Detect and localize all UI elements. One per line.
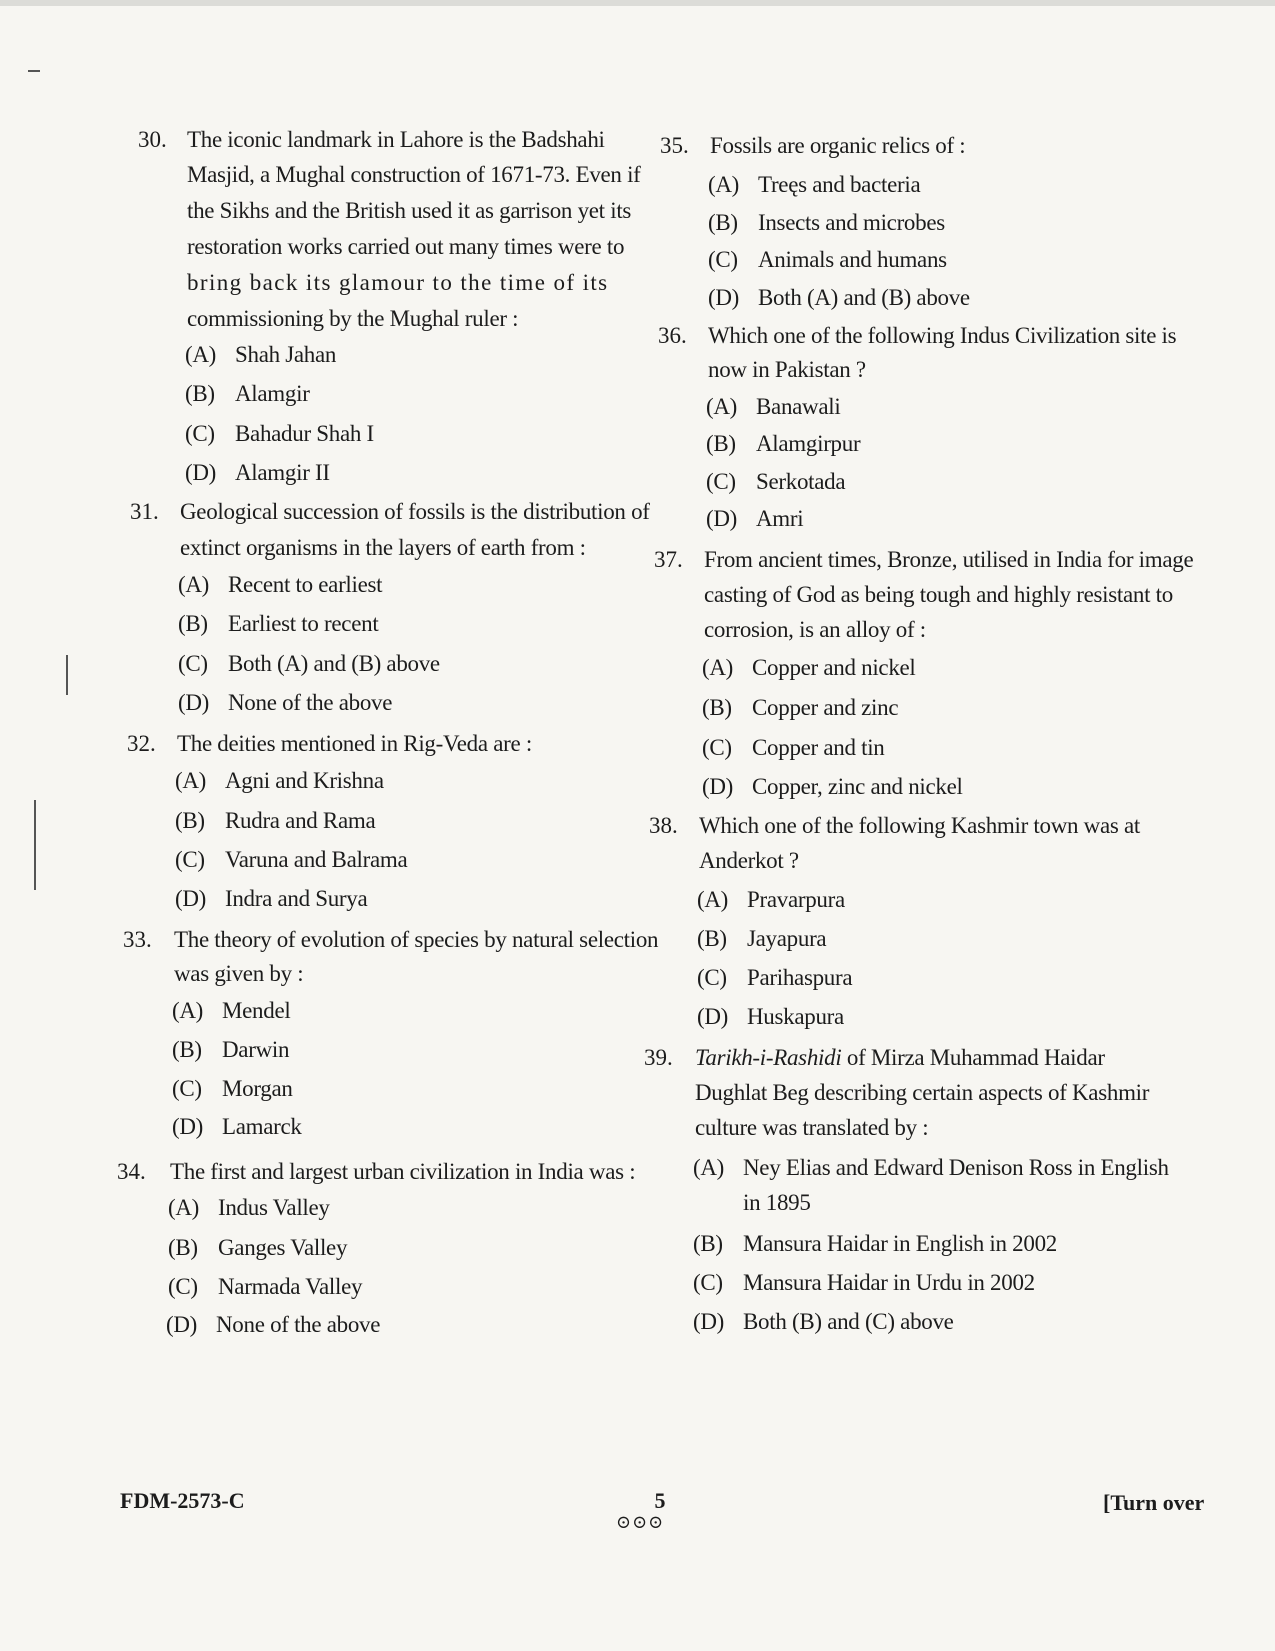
option-a [702, 653, 916, 683]
option-c [168, 1272, 362, 1302]
option-d [175, 884, 367, 914]
option-label: (A) [178, 572, 210, 597]
option-text: Copper and zinc [752, 695, 899, 720]
option-label: (A) [702, 655, 734, 680]
option-label: (A) [693, 1155, 725, 1180]
option-label: (B) [697, 926, 727, 951]
option-label: (B) [693, 1231, 723, 1256]
option-text: Alamgir II [235, 460, 330, 485]
option-text: Recent to earliest [228, 572, 383, 597]
option-text: Lamarck [222, 1114, 302, 1139]
question-text: The iconic landmark in Lahore is the Badshahi [187, 127, 605, 152]
option-text: Serkotada [756, 469, 846, 494]
option-label: (B) [708, 210, 738, 235]
option-text: Animals and humans [758, 247, 947, 272]
question-number: 36. [658, 323, 687, 348]
option-text: Varuna and Balrama [225, 847, 408, 872]
option-label: (C) [178, 651, 208, 676]
option-text: Jayapura [747, 926, 827, 951]
option-label: (C) [708, 247, 738, 272]
option-a [175, 766, 384, 796]
question-text: Anderkot ? [699, 848, 799, 873]
question-text: culture was translated by : [695, 1115, 929, 1140]
option-text: Alamgirpur [756, 431, 861, 456]
option-text: Huskapura [747, 1004, 844, 1029]
option-text: None of the above [228, 690, 393, 715]
option-a [697, 885, 845, 915]
option-label: (B) [175, 808, 205, 833]
question-text: Fossils are organic relics of : [710, 133, 966, 158]
option-text: None of the above [216, 1312, 381, 1337]
option-label: (A) [697, 887, 729, 912]
question-text: bring back its glamour to the time of its [187, 270, 609, 295]
question-number: 35. [660, 133, 689, 158]
option-c [706, 467, 845, 497]
option-label: (C) [172, 1076, 202, 1101]
option-d [706, 504, 803, 534]
option-text: Rudra and Rama [225, 808, 376, 833]
option-c [702, 733, 885, 763]
option-label: (A) [172, 998, 204, 1023]
option-text: Amri [756, 506, 804, 531]
option-b [708, 208, 945, 238]
option-text: Copper, zinc and nickel [752, 774, 963, 799]
option-text: Alamgir [235, 381, 310, 406]
option-label: (A) [706, 394, 738, 419]
option-label: (D) [178, 690, 210, 715]
question-text: the Sikhs and the British used it as garrison yet its [187, 198, 632, 223]
option-text: Copper and nickel [752, 655, 916, 680]
option-text: Insects and microbes [758, 210, 945, 235]
option-label: (B) [706, 431, 736, 456]
option-a [178, 570, 382, 600]
option-label: (D) [706, 506, 738, 531]
option-b [175, 806, 375, 836]
option-a [168, 1193, 330, 1223]
option-label: (A) [185, 342, 217, 367]
question-number: 37. [654, 547, 683, 572]
option-text: Morgan [222, 1076, 293, 1101]
question-text: commissioning by the Mughal ruler : [187, 306, 519, 331]
option-label: (B) [185, 381, 215, 406]
question-number: 33. [123, 927, 152, 952]
option-text: Ganges Valley [218, 1235, 348, 1260]
question-number: 34. [117, 1159, 146, 1184]
question-text: The first and largest urban civilization in India was : [170, 1159, 636, 1184]
option-label: (B) [178, 611, 208, 636]
option-text: Banawali [756, 394, 841, 419]
option-label: (A) [168, 1195, 200, 1220]
question-text: From ancient times, Bronze, utilised in India for image [704, 547, 1194, 572]
option-c [172, 1074, 293, 1104]
option-label: (C) [185, 421, 215, 446]
option-text: Ney Elias and Edward Denison Ross in English [743, 1155, 1169, 1180]
option-label: (D) [166, 1312, 198, 1337]
option-c [708, 245, 947, 275]
option-b [185, 379, 310, 409]
question-text: now in Pakistan ? [708, 357, 866, 382]
option-text: Bahadur Shah I [235, 421, 374, 446]
option-text: Treęs and bacteria [758, 172, 921, 197]
option-text: Both (A) and (B) above [228, 651, 440, 676]
option-text: Both (A) and (B) above [758, 285, 970, 310]
option-text: Shah Jahan [235, 342, 337, 367]
question-text [695, 1043, 1105, 1073]
option-text: Mansura Haidar in Urdu in 2002 [743, 1270, 1035, 1295]
option-text: Mendel [222, 998, 291, 1023]
question-text: corrosion, is an alloy of : [704, 617, 926, 642]
question-number: 31. [130, 499, 159, 524]
option-label: (C) [702, 735, 732, 760]
margin-mark [66, 655, 68, 695]
option-text: Pravarpura [747, 887, 845, 912]
option-label: (C) [706, 469, 736, 494]
option-label: (D) [693, 1309, 725, 1334]
question-text: The deities mentioned in Rig-Veda are : [177, 731, 532, 756]
question-text: casting of God as being tough and highly resistant to [704, 582, 1173, 607]
option-a [172, 996, 290, 1026]
option-text: Darwin [222, 1037, 290, 1062]
option-label: (D) [185, 460, 217, 485]
margin-mark [28, 70, 40, 72]
option-label: (D) [175, 886, 207, 911]
paper-code: FDM-2573-C [120, 1488, 245, 1513]
option-b [168, 1233, 347, 1263]
question-number: 39. [644, 1045, 673, 1070]
option-b [706, 429, 860, 459]
option-b [693, 1229, 1057, 1259]
option-d [166, 1310, 380, 1340]
question-text-part: of Mirza Muhammad Haidar [846, 1045, 1105, 1070]
question-number: 32. [127, 731, 156, 756]
ornament-icon: ⊙⊙⊙ [616, 1512, 665, 1532]
question-number: 30. [138, 127, 167, 152]
option-label: (C) [175, 847, 205, 872]
question-text: The theory of evolution of species by natural selection [174, 927, 659, 952]
question-text: Which one of the following Kashmir town was at [699, 813, 1140, 838]
option-c [178, 649, 440, 679]
question-text: Geological succession of fossils is the distribution of [180, 499, 650, 524]
option-a [185, 340, 336, 370]
book-title: Tarikh-i-Rashidi [695, 1045, 842, 1070]
option-label: (D) [702, 774, 734, 799]
option-d [178, 688, 392, 718]
option-b [702, 693, 898, 723]
question-text: was given by : [174, 961, 304, 986]
option-label: (A) [175, 768, 207, 793]
option-d [697, 1002, 844, 1032]
option-label: (B) [172, 1037, 202, 1062]
option-label: (C) [693, 1270, 723, 1295]
option-d [708, 283, 970, 313]
option-b [697, 924, 826, 954]
option-label: (C) [168, 1274, 198, 1299]
question-number: 38. [649, 813, 678, 838]
option-text: Earliest to recent [228, 611, 379, 636]
option-text: Narmada Valley [218, 1274, 363, 1299]
page-number: 5 [654, 1488, 666, 1513]
question-text: restoration works carried out many times were to [187, 234, 625, 259]
option-b [178, 609, 378, 639]
scan-edge [0, 0, 1275, 6]
option-a-continued [743, 1188, 811, 1218]
question-text: Which one of the following Indus Civilization site is [708, 323, 1177, 348]
option-text: Indus Valley [218, 1195, 330, 1220]
option-c [697, 963, 852, 993]
option-text: in 1895 [743, 1190, 811, 1215]
question-text: extinct organisms in the layers of earth from : [180, 535, 586, 560]
question-text: Masjid, a Mughal construction of 1671-73. Even if [187, 162, 641, 187]
option-b [172, 1035, 289, 1065]
option-d [172, 1112, 302, 1142]
option-c [185, 419, 374, 449]
option-text: Both (B) and (C) above [743, 1309, 954, 1334]
option-d [693, 1307, 954, 1337]
option-text: Agni and Krishna [225, 768, 384, 793]
question-text: Dughlat Beg describing certain aspects of Kashmir [695, 1080, 1150, 1105]
option-c [175, 845, 407, 875]
option-label: (C) [697, 965, 727, 990]
margin-mark [34, 800, 36, 890]
option-label: (A) [708, 172, 740, 197]
option-text: Copper and tin [752, 735, 885, 760]
option-label: (D) [697, 1004, 729, 1029]
option-c [693, 1268, 1035, 1298]
option-text: Indra and Surya [225, 886, 368, 911]
option-label: (D) [708, 285, 740, 310]
option-text: Parihaspura [747, 965, 853, 990]
option-a [706, 392, 840, 422]
option-d [185, 458, 330, 488]
option-d [702, 772, 963, 802]
option-label: (B) [168, 1235, 198, 1260]
option-label: (D) [172, 1114, 204, 1139]
option-a [693, 1153, 1169, 1183]
option-a [708, 170, 920, 200]
option-text: Mansura Haidar in English in 2002 [743, 1231, 1057, 1256]
turn-over-label: [Turn over [1103, 1490, 1205, 1515]
option-label: (B) [702, 695, 732, 720]
